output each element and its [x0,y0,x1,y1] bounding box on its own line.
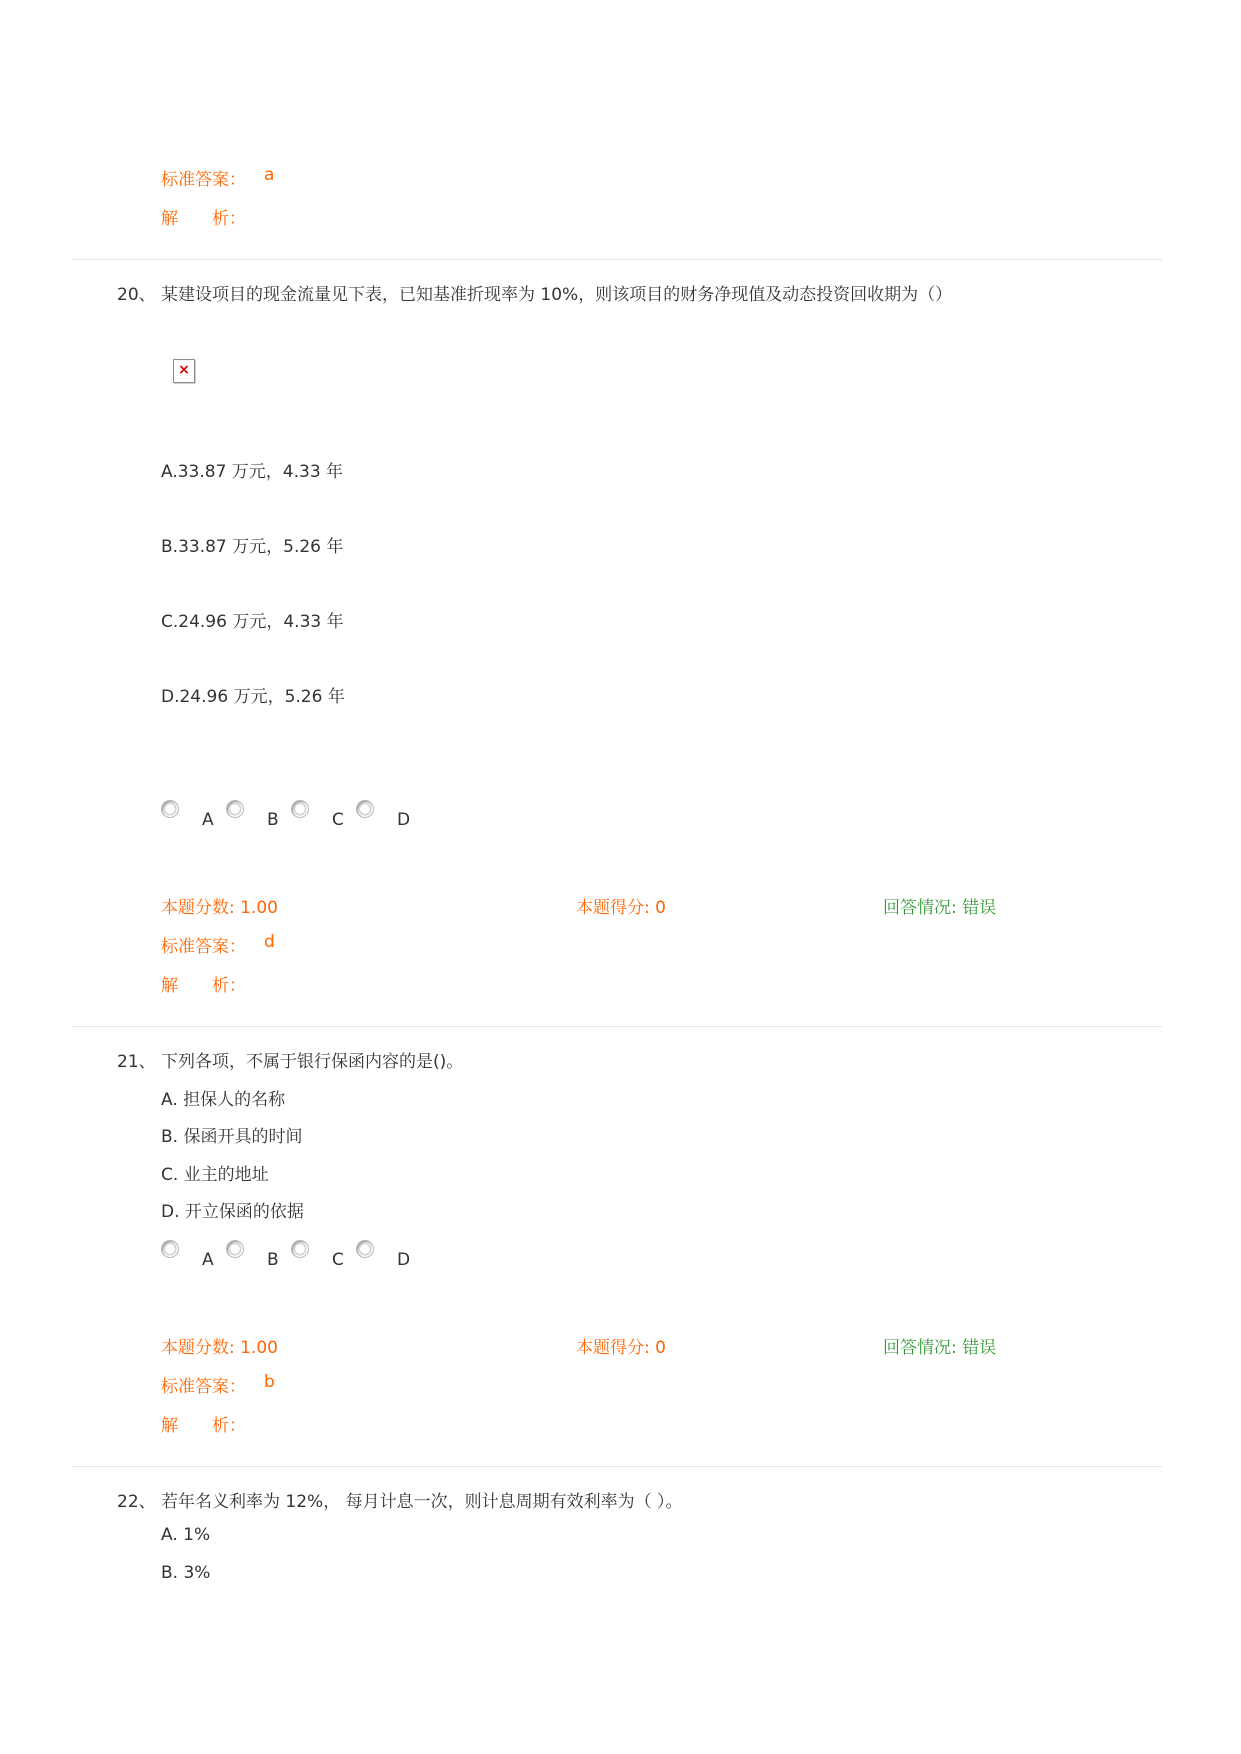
option-b: B. 保函开具的时间 [161,1127,303,1147]
question-text: 某建设项目的现金流量见下表，已知基准折现率为 10%，则该项目的财务净现值及动态投资回收期为（） [161,285,953,305]
option-a: A.33.87 万元，4.33 年 [161,462,344,482]
option-c: C. 业主的地址 [161,1165,269,1185]
question-divider [72,259,1162,260]
answer-status: 回答情况: 错误 [883,1338,997,1358]
got-score-label: 本题得分: 0 [576,1338,666,1358]
radio-unchecked-icon[interactable] [356,800,374,818]
question-divider [72,1466,1162,1467]
option-d: D. 开立保函的依据 [161,1202,304,1222]
question-number: 20、 [117,285,156,305]
got-score-label: 本题得分: 0 [576,898,666,918]
radio-label-c: C [332,1250,344,1270]
radio-unchecked-icon[interactable] [226,1240,244,1258]
radio-label-a: A [202,1250,214,1270]
standard-answer-label: 标准答案： [161,937,246,957]
radio-label-d: D [397,810,411,830]
standard-answer-label: 标准答案： [161,170,246,190]
option-a: A. 担保人的名称 [161,1090,286,1110]
radio-label-b: B [267,1250,279,1270]
radio-unchecked-icon[interactable] [161,800,179,818]
radio-label-d: D [397,1250,411,1270]
radio-unchecked-icon[interactable] [356,1240,374,1258]
question-text: 若年名义利率为 12%， 每月计息一次，则计息周期有效利率为（ ）。 [161,1492,683,1512]
broken-image-mark: × [178,362,190,378]
answer-status: 回答情况: 错误 [883,898,997,918]
question-number: 22、 [117,1492,156,1512]
radio-label-b: B [267,810,279,830]
score-label: 本题分数: 1.00 [161,898,278,918]
analysis-label: 解 析： [161,1416,246,1436]
radio-label-a: A [202,810,214,830]
radio-unchecked-icon[interactable] [226,800,244,818]
standard-answer-value: d [264,932,275,952]
radio-unchecked-icon[interactable] [291,1240,309,1258]
radio-label-c: C [332,810,344,830]
standard-answer-value: b [264,1372,275,1392]
radio-unchecked-icon[interactable] [291,800,309,818]
score-label: 本题分数: 1.00 [161,1338,278,1358]
analysis-label: 解 析： [161,976,246,996]
standard-answer-label: 标准答案： [161,1377,246,1397]
option-b: B.33.87 万元，5.26 年 [161,537,344,557]
option-c: C.24.96 万元，4.33 年 [161,612,344,632]
question-number: 21、 [117,1052,156,1072]
analysis-label: 解 析： [161,209,246,229]
question-text: 下列各项，不属于银行保函内容的是()。 [161,1052,464,1072]
question-divider [72,1026,1162,1027]
option-a: A. 1% [161,1525,211,1545]
option-d: D.24.96 万元，5.26 年 [161,687,345,707]
option-b: B. 3% [161,1563,211,1583]
radio-unchecked-icon[interactable] [161,1240,179,1258]
standard-answer-value: a [264,165,275,185]
broken-image-icon [173,359,195,383]
